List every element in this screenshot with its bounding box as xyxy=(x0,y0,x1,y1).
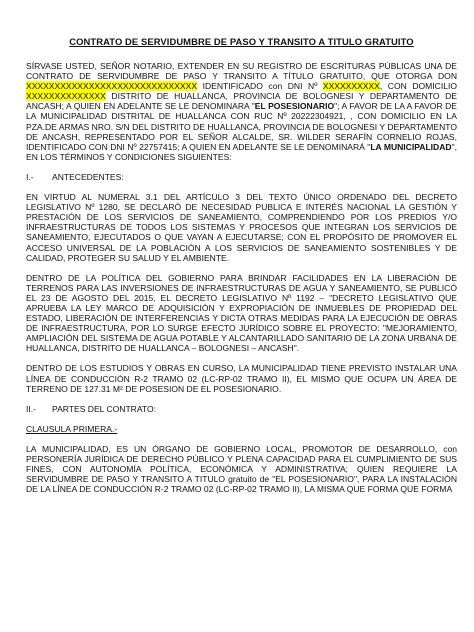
document-title: CONTRATO DE SERVIDUMBRE DE PASO Y TRANSITO A TITULO GRATUITO xyxy=(69,36,414,47)
party-municipalidad: LA MUNICIPALIDAD xyxy=(370,141,452,152)
party-posesionario: EL POSESIONARIO xyxy=(254,101,335,112)
redacted-address: XXXXXXXXXXXXXX xyxy=(26,91,106,102)
intro-text-1: SÍRVASE USTED, SEÑOR NOTARIO, EXTENDER EN SU REGISTRO DE ESCRITURAS PÚBLICAS UNA DE CONTRATO DE SERVIDUMBRE DE PASO Y TRANSITO A TÍTULO GRATUITO, QUE OTORGA DON xyxy=(26,61,457,82)
section-antecedentes xyxy=(26,172,457,182)
paragraph-antecedentes-3: DENTRO DE LOS ESTUDIOS Y OBRAS EN CURSO, LA MUNICIPALIDAD TIENE PREVISTO INSTALAR UNA LÍNEA DE CONDUCCIÓN R-2 TRAMO 02 (LC-RP-02 TRAMO II), EL MISMO QUE OCUPA UN ÁREA DE TERRENO DE 127.31 M² DE POSESION DE EL POSESIONARIO. xyxy=(26,363,457,394)
paragraph-clausula-primera: LA MUNICIPALIDAD, ES UN ÓRGANO DE GOBIERNO LOCAL, PROMOTOR DE DESARROLLO, con PERSONERÍA JURÍDICA DE DERECHO PÚBLICO Y PLENA CAPACIDAD PARA EL CUMPLIMIENTO DE SUS FINES, CON AUTONOMÍA POLÍTICA, ECONÓMICA Y ADMINISTRATIVA; QUIEN REQUIERE LA SERVIDUMBRE DE PASO Y TRANSITO A TITULO gratuito de "EL POSESIONARIO", PARA LA INSTALACIÓN DE LA LÍNEA DE CONDUCCIÓN R-2 TRAMO 02 (LC-RP-02 TRAMO II), LA MISMA QUE FORMA QUE FORMA xyxy=(26,443,457,495)
clausula-heading: CLAUSULA PRIMERA.- xyxy=(26,423,118,434)
paragraph-antecedentes-1: EN VIRTUD AL NUMERAL 3.1 DEL ARTÍCULO 3 DEL TEXTO ÚNICO ORDENADO DEL DECRETO LEGISLATIVO Nº 1280, SE DECLARÓ DE NECESIDAD PUBLICA E INTERÉS NACIONAL LA GESTIÓN Y PRESTACIÓN DE LOS SERVICIOS DE SANEAMIENTO, COMPRENDIENDO POR LOS PREDIOS Y/O INFRAESTRUCTURAS DE TODOS LOS SISTEMAS Y PROCESOS QUE INTEGRAN LOS SERVICIOS DE SANEAMIENTO, EJECUTADOS O QUE VAYAN A EJECUTARSE; CON EL PROPÓSITO DE PROMOVER EL ACCESO UNIVERSAL DE LA POBLACIÓN A LOS SERVICIOS DE SANEAMIENTO SOSTENIBLES Y DE CALIDAD, PROTEGER SU SALUD Y EL AMBIENTE. xyxy=(26,192,457,263)
redacted-name: XXXXXXXXXXXXXXXXXXXXXXXXXXXXXX xyxy=(26,81,198,92)
intro-paragraph xyxy=(26,61,457,162)
intro-text-4: DISTRITO DE HUALLANCA, PROVINCIA DE BOLOGNESI Y DEPARTAMENTO DE ANCASH; A QUIEN EN ADELANTE SE LE DENOMINARA " xyxy=(26,91,457,112)
intro-text-3: , CON DOMICILIO xyxy=(379,81,457,92)
intro-text-6: ", EN LOS TÉRMINOS Y CONDICIONES SIGUIENTES: xyxy=(26,141,457,162)
redacted-dni: XXXXXXXXXX xyxy=(322,81,380,92)
section-number: I.- xyxy=(26,171,34,182)
intro-text-2: IDENTIFICADO con DNI Nº xyxy=(197,81,323,92)
section-number: II.- xyxy=(26,403,36,414)
intro-text-5: "; A FAVOR DE LA A FAVOR DE LA MUNICIPALIDAD DISTRITAL DE HUALLANCA CON RUC Nº 20222304921, , CON DOMICILIO EN LA PZA.DE ARMAS NRO. S/N DEL DISTRITO DE HUALLANCA, PROVINCIA DE BOLOGNESI Y DEPARTAMENTO DE ANCASH, REPRESENTADO POR EL SEÑOR ALCALDE, SR. WILDER SERAFÍN CORNELIO ROJAS, IDENTIFICADO CON DNI Nº 22757415; A QUIEN EN ADELANTE SE LE DENOMINARÁ " xyxy=(26,101,457,152)
paragraph-antecedentes-2: DENTRO DE LA POLÍTICA DEL GOBIERNO PARA BRINDAR FACILIDADES EN LA LIBERACIÓN DE TERRENOS PARA LAS INVERSIONES DE INFRAESTRUCTURAS DE AGUA Y SANEAMIENTO, SE PUBLICÓ EL 23 DE AGOSTO DEL 2015, EL DECRETO LEGISLATIVO Nº 1192 – "DECRETO LEGISLATIVO QUE APRUEBA LA LEY MARCO DE ADQUISICIÓN Y EXPROPIACIÓN DE INMUEBLES DE PROPIEDAD DEL ESTADO, LIBERACIÓN DE INTERFERENCIAS Y DICTA OTRAS MEDIDAS PARA LA EJECUCIÓN DE OBRAS DE INFRAESTRUCTURA, POR LO SURGE EFECTO JURÍDICO SOBRE EL PROYECTO: "MEJORAMIENTO, AMPLIACIÓN DEL SISTEMA DE AGUA POTABLE Y ALCANTARILLADO SANITARIO DE LA ZONA URBANA DE HUALLANCA, DISTRITO DE HUALLANCA – BOLOGNESI – ANCASH". xyxy=(26,272,457,354)
section-label: ANTECEDENTES: xyxy=(52,171,124,182)
section-partes xyxy=(26,404,457,414)
section-label: PARTES DEL CONTRATO: xyxy=(52,403,157,414)
